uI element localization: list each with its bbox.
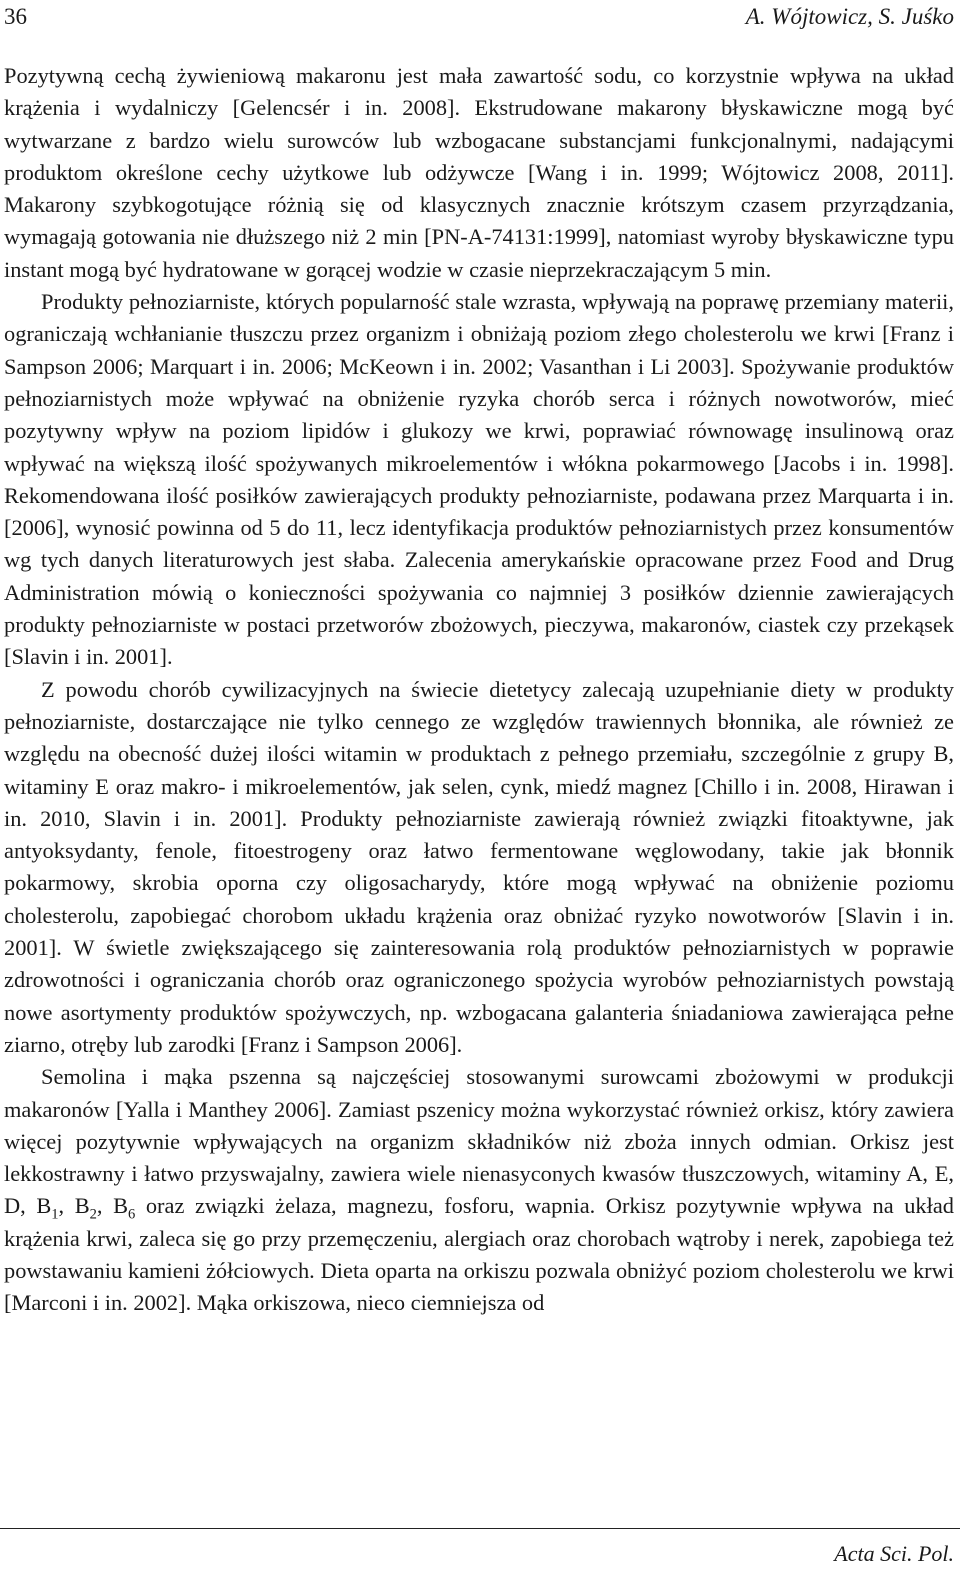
paragraph — [4, 286, 954, 674]
page-number: 36 — [4, 4, 27, 29]
paragraph-text: oraz związki żelaza, magnezu, fosforu, wapnia. Orkisz pozytywnie wpływa na układ krążenia krwi, zaleca się go przy przemęczeniu, alergiach oraz chorobach wątroby i nerek, zapobiega też powstawaniu kamieni żółciowych. Dieta oparta na orkiszu pozwala obniżyć poziom cholesterolu we krwi [Marconi i in. 2002]. Mąka orkiszowa, nieco ciemniejsza od — [4, 1193, 954, 1316]
paragraph-text: Z powodu chorób cywilizacyjnych na świecie dietetycy zalecają uzupełnianie diety w produkty pełnoziarniste, dostarczające nie tylko cennego ze względów trawiennych błonnika, ale również ze względu na obecność dużej ilości witamin w produktach z pełnego przemiału, szczególnie z grupy B, witaminy E oraz makro- i mikroelementów, jak selen, cynk, miedź magnez [Chillo i in. 2008, Hirawan i in. 2010, Slavin i in. 2001]. Produkty pełnoziarniste zawierają również związki fitoaktywne, jak antyoksydanty, fenole, fitoestrogeny oraz łatwo fermentowane węglowodany, takie jak błonnik pokarmowy, skrobia oporna czy oligosacharydy, które mogą wpływać na obniżenie poziomu cholesterolu, zapobiegać chorobom układu krążenia oraz obniżać ryzyko nowotworów [Slavin i in. 2001]. W świetle zwiększającego się zainteresowania rolą produktów pełnoziarnistych w poprawie zdrowotności i ograniczania chorób oraz ograniczonego spożycia wyrobów pełnoziarnistych powstają nowe asortymenty produktów spożywczych, np. wzbogacana galanteria śniadaniowa zawierająca pełne ziarno, otręby lub zarodki [Franz i Sampson 2006]. — [4, 676, 954, 1057]
paragraph — [4, 60, 954, 286]
paragraph — [4, 1061, 954, 1319]
paragraph-text: , B — [96, 1193, 129, 1219]
subscript-text: 2 — [89, 1206, 97, 1223]
paragraph-text: Semolina i mąka pszenna są najczęściej stosowanymi surowcami zbożowymi w produkcji makaronów [Yalla i Manthey 2006]. Zamiast pszenicy można wykorzystać również orkisz, który zawiera więcej pozytywnie wpływających na organizm składników niż zboża innych odmian. Orkisz jest lekkostrawny i łatwo przyswajalny, zawiera wiele nienasyconych kwasów tłuszczowych, witaminy A, E, D, B — [4, 1064, 954, 1219]
paragraph-text: , B — [58, 1193, 90, 1219]
footer-rule — [0, 1528, 960, 1529]
subscript-text: 6 — [128, 1206, 136, 1223]
body-text — [4, 60, 954, 1320]
page-header — [4, 0, 954, 34]
subscript-text: 1 — [51, 1206, 59, 1223]
paragraph — [4, 674, 954, 1062]
running-head-authors: A. Wójtowicz, S. Juśko — [745, 4, 954, 29]
paragraph-text: Produkty pełnoziarniste, których popularność stale wzrasta, wpływają na poprawę przemiany materii, ograniczają wchłanianie tłuszczu przez organizm i obniżają poziom złego cholesterolu we krwi [Franz i Sampson 2006; Marquart i in. 2006; McKeown i in. 2002; Vasanthan i Li 2003]. Spożywanie produktów pełnoziarnistych może wpływać na obniżenie ryzyka chorób serca i różnych nowotworów, mieć pozytywny wpływ na poziom lipidów i glukozy we krwi, poprawiać równowagę insulinową oraz wpływać na większą ilość spożywanych mikroelementów i włókna pokarmowego [Jacobs i in. 1998]. Rekomendowana ilość posiłków zawierających produkty pełnoziarniste, podawana przez Marquarta i in. [2006], wynosić powinna od 5 do 11, lecz identyfikacja produktów pełnoziarnistych przez konsumentów wg tych danych literaturowych jest słaba. Zalecenia amerykańskie opracowane przez Food and Drug Administration mówią o konieczności spożywania co najmniej 3 posiłków dziennie zawierających produkty pełnoziarniste w postaci przetworów zbożowych, pieczywa, makaronów, ciastek czy przekąsek [Slavin i in. 2001]. — [4, 289, 954, 670]
paragraph-text: Pozytywną cechą żywieniową makaronu jest mała zawartość sodu, co korzystnie wpływa na układ krążenia i wydalniczy [Gelencsér i in. 2008]. Ekstrudowane makarony błyskawiczne mogą być wytwarzane z bardzo wielu surowców lub wzbogacane substancjami funkcjonalnymi, nadającymi produktom określone cechy użytkowe lub odżywcze [Wang i in. 1999; Wójtowicz 2008, 2011]. Makarony szybkogotujące różnią się od klasycznych znacznie krótszym czasem przyrządzania, wymagają gotowania nie dłuższego niż 2 min [PN-A-74131:1999], natomiast wyroby błyskawiczne typu instant mogą być hydratowane w gorącej wodzie w czasie nieprzekraczającym 5 min. — [4, 63, 954, 282]
footer-journal-title: Acta Sci. Pol. — [834, 1541, 954, 1566]
